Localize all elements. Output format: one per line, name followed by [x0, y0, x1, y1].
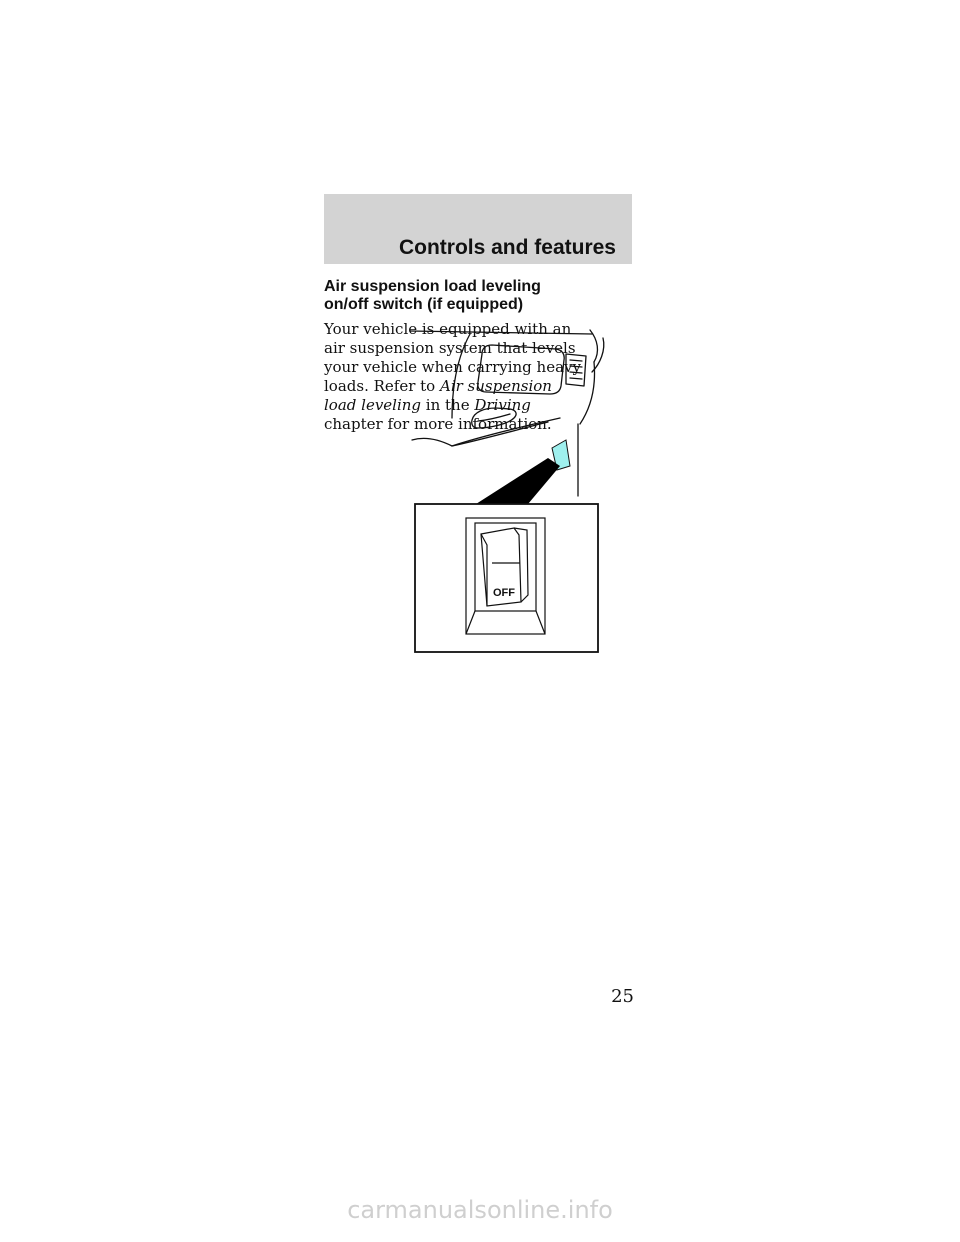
switch-off-label: OFF	[493, 587, 515, 599]
callout-pointer	[476, 458, 560, 504]
section-heading-line-2: on/off switch (if equipped)	[324, 296, 524, 313]
reference-load-leveling: load leveling	[324, 396, 422, 414]
reference-air-suspension: Air suspension	[439, 377, 552, 395]
chapter-header-band	[324, 194, 632, 264]
chapter-title: Controls and features	[398, 236, 616, 259]
body-line-1: Your vehicle is equipped with an	[324, 320, 572, 338]
body-line-3: your vehicle when carrying heavy	[324, 358, 581, 376]
body-line-6: chapter for more information.	[324, 415, 552, 433]
body-text-in-the: in the	[421, 396, 475, 414]
section-heading	[324, 278, 584, 314]
dashboard-drawing	[410, 330, 604, 496]
body-text-refer: loads. Refer to	[324, 377, 440, 395]
switch-location-illustration	[408, 326, 612, 656]
reference-driving-chapter: Driving	[474, 396, 531, 414]
section-heading-line-1: Air suspension load leveling	[324, 278, 541, 295]
page-number: 25	[611, 986, 634, 1007]
body-line-2: air suspension system that levels	[324, 339, 576, 357]
site-watermark: carmanualsonline.info	[347, 1196, 613, 1224]
